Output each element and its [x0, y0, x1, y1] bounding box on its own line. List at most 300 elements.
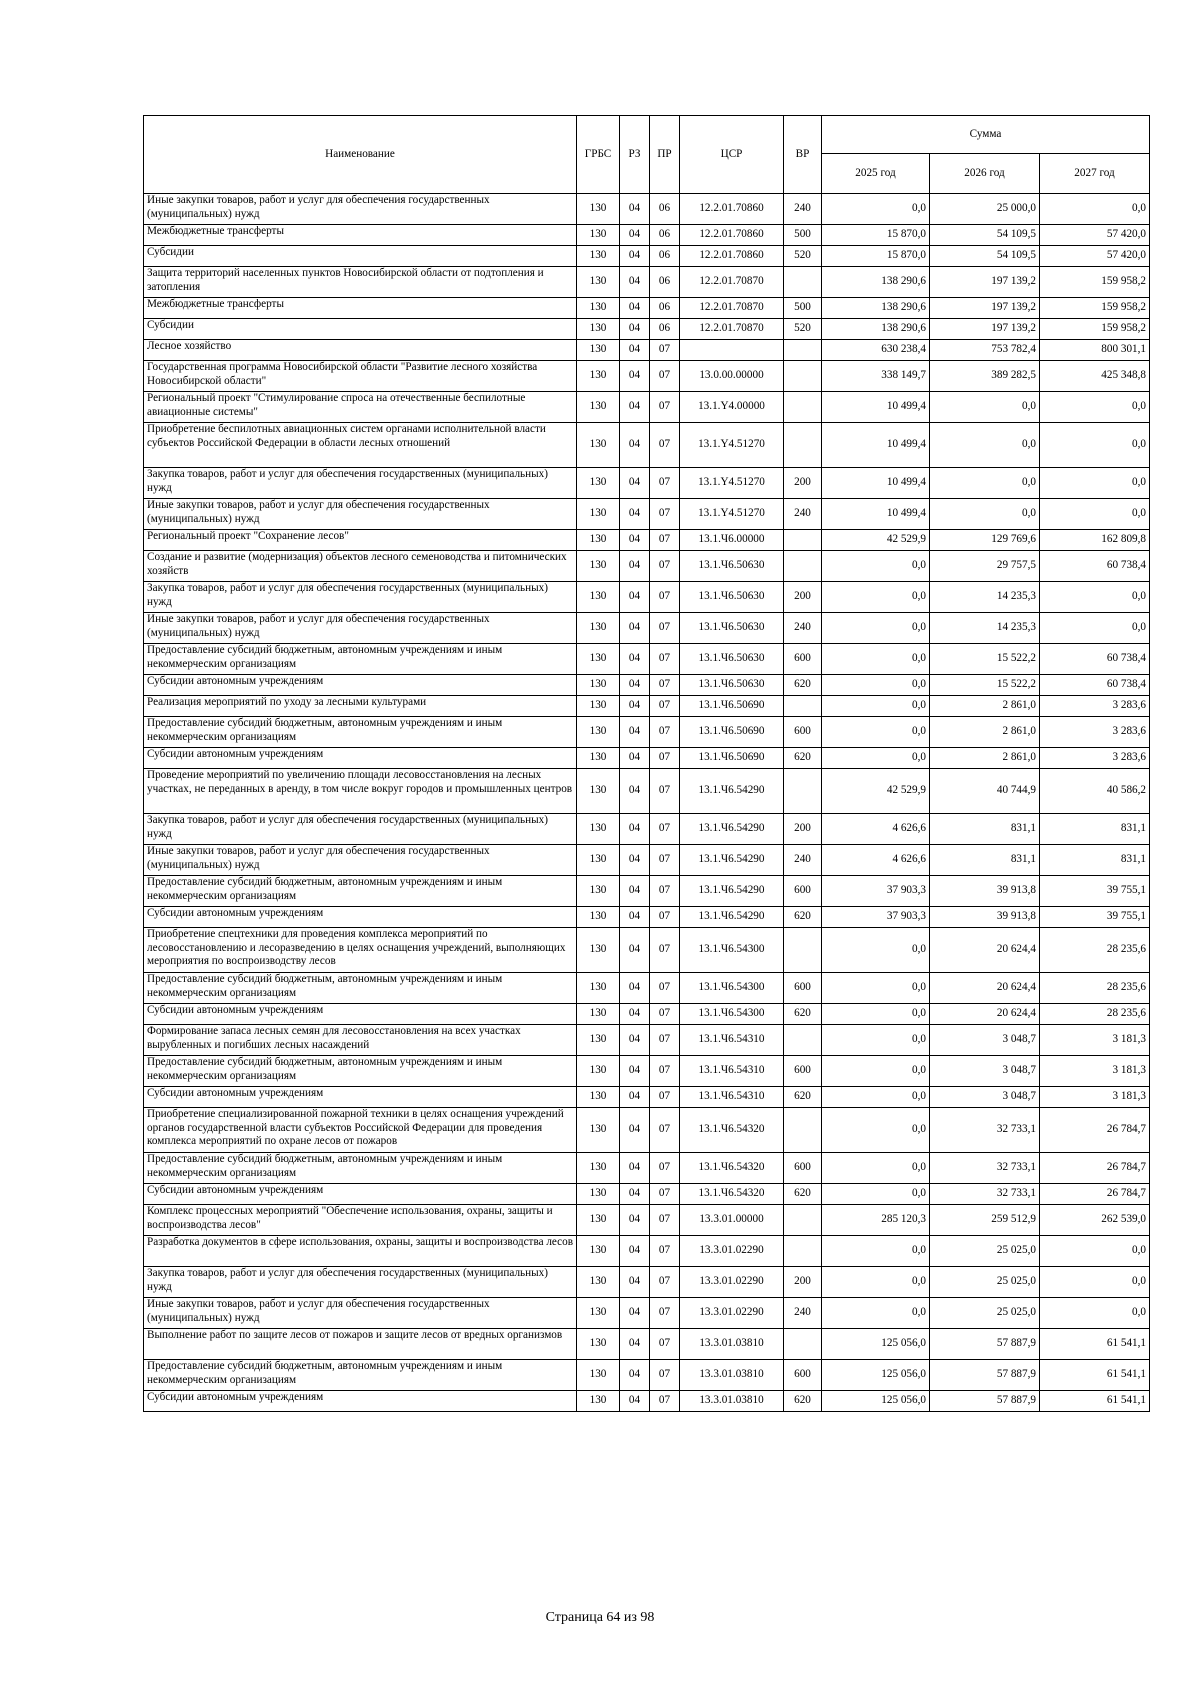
row-csr: 12.2.01.70860	[680, 194, 784, 225]
row-rz: 04	[620, 194, 650, 225]
row-rz: 04	[620, 814, 650, 845]
table-row	[144, 1108, 1150, 1153]
row-2027: 40 586,2	[1040, 769, 1150, 814]
row-2027: 28 235,6	[1040, 928, 1150, 973]
row-pr: 07	[650, 468, 680, 499]
row-grbs: 130	[577, 907, 620, 928]
row-rz: 04	[620, 748, 650, 769]
row-csr: 13.1.Ч6.50690	[680, 748, 784, 769]
row-grbs: 130	[577, 1360, 620, 1391]
row-vr: 240	[784, 499, 822, 530]
row-grbs: 130	[577, 928, 620, 973]
row-pr: 07	[650, 973, 680, 1004]
row-grbs: 130	[577, 267, 620, 298]
row-csr: 13.1.Y4.00000	[680, 392, 784, 423]
row-2025: 42 529,9	[822, 769, 930, 814]
table-row	[144, 1360, 1150, 1391]
row-grbs: 130	[577, 1025, 620, 1056]
row-pr: 07	[650, 1298, 680, 1329]
row-grbs: 130	[577, 876, 620, 907]
row-name: Региональный проект "Стимулирование спроса на отечественные беспилотные авиационные системы"	[144, 392, 577, 423]
row-rz: 04	[620, 907, 650, 928]
row-csr: 13.1.Ч6.54290	[680, 814, 784, 845]
row-grbs: 130	[577, 423, 620, 468]
table-row	[144, 1329, 1150, 1360]
table-row	[144, 717, 1150, 748]
row-name: Субсидии автономным учреждениям	[144, 1004, 577, 1025]
row-rz: 04	[620, 973, 650, 1004]
row-csr: 12.2.01.70870	[680, 298, 784, 319]
row-grbs: 130	[577, 814, 620, 845]
row-2025: 4 626,6	[822, 814, 930, 845]
row-name: Формирование запаса лесных семян для лесовосстановления на всех участках вырубленных и погибших лесных насаждений	[144, 1025, 577, 1056]
table-row	[144, 973, 1150, 1004]
row-2027: 0,0	[1040, 194, 1150, 225]
header-pr: ПР	[650, 116, 680, 194]
row-rz: 04	[620, 1267, 650, 1298]
row-2025: 138 290,6	[822, 298, 930, 319]
table-row	[144, 675, 1150, 696]
row-2026: 20 624,4	[930, 973, 1040, 1004]
row-vr	[784, 361, 822, 392]
row-2027: 26 784,7	[1040, 1108, 1150, 1153]
row-2025: 0,0	[822, 1298, 930, 1329]
row-2026: 2 861,0	[930, 696, 1040, 717]
row-vr: 500	[784, 225, 822, 246]
row-2027: 39 755,1	[1040, 907, 1150, 928]
row-pr: 07	[650, 769, 680, 814]
row-pr: 07	[650, 1087, 680, 1108]
row-name: Иные закупки товаров, работ и услуг для обеспечения государственных (муниципальных) нужд	[144, 845, 577, 876]
table-row	[144, 1087, 1150, 1108]
row-name: Закупка товаров, работ и услуг для обеспечения государственных (муниципальных) нужд	[144, 468, 577, 499]
row-csr: 12.2.01.70860	[680, 246, 784, 267]
row-rz: 04	[620, 1184, 650, 1205]
row-2027: 159 958,2	[1040, 319, 1150, 340]
row-2027: 3 283,6	[1040, 696, 1150, 717]
row-grbs: 130	[577, 319, 620, 340]
header-sum: Сумма	[822, 116, 1150, 154]
row-rz: 04	[620, 717, 650, 748]
row-2025: 0,0	[822, 973, 930, 1004]
row-vr: 620	[784, 1004, 822, 1025]
header-2027: 2027 год	[1040, 154, 1150, 194]
row-pr: 07	[650, 717, 680, 748]
row-csr: 12.2.01.70870	[680, 319, 784, 340]
row-pr: 07	[650, 423, 680, 468]
row-rz: 04	[620, 361, 650, 392]
row-2025: 0,0	[822, 551, 930, 582]
row-2027: 26 784,7	[1040, 1153, 1150, 1184]
row-pr: 07	[650, 1004, 680, 1025]
row-2026: 32 733,1	[930, 1108, 1040, 1153]
row-pr: 07	[650, 340, 680, 361]
row-csr: 13.1.Ч6.54320	[680, 1108, 784, 1153]
row-vr	[784, 423, 822, 468]
row-pr: 07	[650, 551, 680, 582]
row-rz: 04	[620, 392, 650, 423]
row-2027: 39 755,1	[1040, 876, 1150, 907]
row-name: Иные закупки товаров, работ и услуг для обеспечения государственных (муниципальных) нужд	[144, 194, 577, 225]
row-2025: 0,0	[822, 582, 930, 613]
row-2027: 425 348,8	[1040, 361, 1150, 392]
row-2025: 0,0	[822, 1267, 930, 1298]
table-row	[144, 267, 1150, 298]
row-2026: 57 887,9	[930, 1360, 1040, 1391]
row-2026: 197 139,2	[930, 298, 1040, 319]
row-pr: 06	[650, 194, 680, 225]
row-csr: 13.3.01.02290	[680, 1236, 784, 1267]
row-rz: 04	[620, 582, 650, 613]
row-2027: 28 235,6	[1040, 1004, 1150, 1025]
table-row	[144, 392, 1150, 423]
row-csr: 13.1.Ч6.54290	[680, 907, 784, 928]
table-row	[144, 1004, 1150, 1025]
row-name: Реализация мероприятий по уходу за лесными культурами	[144, 696, 577, 717]
budget-table	[143, 115, 1150, 1412]
row-name: Субсидии автономным учреждениям	[144, 1087, 577, 1108]
row-csr: 13.1.Ч6.00000	[680, 530, 784, 551]
row-2025: 4 626,6	[822, 845, 930, 876]
row-2025: 0,0	[822, 1087, 930, 1108]
row-name: Проведение мероприятий по увеличению площади лесовосстановления на лесных участках, не переданных в аренду, в том числе вокруг городов и промышленных центров	[144, 769, 577, 814]
row-2026: 29 757,5	[930, 551, 1040, 582]
row-name: Иные закупки товаров, работ и услуг для обеспечения государственных (муниципальных) нужд	[144, 499, 577, 530]
row-csr: 13.1.Ч6.50630	[680, 644, 784, 675]
row-pr: 07	[650, 845, 680, 876]
row-grbs: 130	[577, 1184, 620, 1205]
row-vr: 200	[784, 582, 822, 613]
row-grbs: 130	[577, 644, 620, 675]
row-rz: 04	[620, 1205, 650, 1236]
row-grbs: 130	[577, 1004, 620, 1025]
row-rz: 04	[620, 1025, 650, 1056]
row-2027: 831,1	[1040, 845, 1150, 876]
row-rz: 04	[620, 225, 650, 246]
row-csr: 13.3.01.02290	[680, 1298, 784, 1329]
row-grbs: 130	[577, 392, 620, 423]
row-2027: 26 784,7	[1040, 1184, 1150, 1205]
row-grbs: 130	[577, 194, 620, 225]
row-2025: 138 290,6	[822, 267, 930, 298]
row-grbs: 130	[577, 1205, 620, 1236]
row-vr	[784, 1329, 822, 1360]
row-2025: 0,0	[822, 194, 930, 225]
table-row	[144, 696, 1150, 717]
row-vr: 240	[784, 613, 822, 644]
row-pr: 07	[650, 1267, 680, 1298]
row-2026: 0,0	[930, 392, 1040, 423]
row-vr: 600	[784, 1153, 822, 1184]
row-grbs: 130	[577, 717, 620, 748]
table-row	[144, 644, 1150, 675]
row-name: Закупка товаров, работ и услуг для обеспечения государственных (муниципальных) нужд	[144, 814, 577, 845]
row-pr: 07	[650, 613, 680, 644]
row-grbs: 130	[577, 1298, 620, 1329]
row-vr: 620	[784, 1184, 822, 1205]
row-grbs: 130	[577, 1391, 620, 1412]
row-vr: 600	[784, 973, 822, 1004]
row-2025: 37 903,3	[822, 876, 930, 907]
row-2026: 39 913,8	[930, 907, 1040, 928]
row-vr: 620	[784, 1391, 822, 1412]
row-vr: 500	[784, 298, 822, 319]
row-pr: 06	[650, 319, 680, 340]
row-2026: 129 769,6	[930, 530, 1040, 551]
row-name: Разработка документов в сфере использования, охраны, защиты и воспроизводства лесов	[144, 1236, 577, 1267]
row-name: Субсидии автономным учреждениям	[144, 907, 577, 928]
row-name: Иные закупки товаров, работ и услуг для обеспечения государственных (муниципальных) нужд	[144, 613, 577, 644]
row-rz: 04	[620, 468, 650, 499]
row-grbs: 130	[577, 298, 620, 319]
row-2026: 3 048,7	[930, 1056, 1040, 1087]
row-grbs: 130	[577, 748, 620, 769]
row-2025: 0,0	[822, 928, 930, 973]
row-2026: 3 048,7	[930, 1087, 1040, 1108]
row-csr: 13.1.Y4.51270	[680, 499, 784, 530]
row-2025: 0,0	[822, 675, 930, 696]
row-csr: 13.1.Ч6.50630	[680, 582, 784, 613]
table-row	[144, 319, 1150, 340]
row-grbs: 130	[577, 225, 620, 246]
row-2025: 138 290,6	[822, 319, 930, 340]
row-rz: 04	[620, 1236, 650, 1267]
table-row	[144, 361, 1150, 392]
row-csr: 13.3.01.03810	[680, 1360, 784, 1391]
table-row	[144, 582, 1150, 613]
row-2027: 159 958,2	[1040, 267, 1150, 298]
row-csr: 13.1.Ч6.50630	[680, 613, 784, 644]
table-row	[144, 1153, 1150, 1184]
row-2027: 57 420,0	[1040, 225, 1150, 246]
row-2026: 15 522,2	[930, 675, 1040, 696]
row-grbs: 130	[577, 1329, 620, 1360]
table-row	[144, 907, 1150, 928]
row-2025: 10 499,4	[822, 392, 930, 423]
row-pr: 07	[650, 907, 680, 928]
row-csr: 13.1.Ч6.54300	[680, 928, 784, 973]
row-csr: 13.3.01.00000	[680, 1205, 784, 1236]
table-row	[144, 499, 1150, 530]
row-name: Предоставление субсидий бюджетным, автономным учреждениям и иным некоммерческим организациям	[144, 1360, 577, 1391]
row-rz: 04	[620, 267, 650, 298]
row-2026: 0,0	[930, 468, 1040, 499]
row-csr: 13.1.Ч6.54290	[680, 876, 784, 907]
table-body	[144, 194, 1150, 1412]
row-2027: 831,1	[1040, 814, 1150, 845]
row-2027: 60 738,4	[1040, 644, 1150, 675]
row-rz: 04	[620, 246, 650, 267]
table-row	[144, 928, 1150, 973]
row-2026: 3 048,7	[930, 1025, 1040, 1056]
row-2026: 39 913,8	[930, 876, 1040, 907]
row-2026: 2 861,0	[930, 748, 1040, 769]
row-grbs: 130	[577, 1236, 620, 1267]
row-2026: 25 025,0	[930, 1236, 1040, 1267]
row-csr: 13.1.Y4.51270	[680, 423, 784, 468]
row-vr: 600	[784, 876, 822, 907]
row-csr: 13.1.Ч6.50630	[680, 675, 784, 696]
row-2026: 0,0	[930, 423, 1040, 468]
row-rz: 04	[620, 1056, 650, 1087]
row-vr: 240	[784, 194, 822, 225]
row-pr: 06	[650, 298, 680, 319]
table-row	[144, 1391, 1150, 1412]
row-csr: 13.1.Ч6.50690	[680, 696, 784, 717]
row-csr: 13.1.Ч6.54290	[680, 845, 784, 876]
row-pr: 06	[650, 246, 680, 267]
row-pr: 07	[650, 928, 680, 973]
row-2026: 57 887,9	[930, 1329, 1040, 1360]
table-row	[144, 769, 1150, 814]
row-2025: 338 149,7	[822, 361, 930, 392]
table-row	[144, 194, 1150, 225]
row-name: Закупка товаров, работ и услуг для обеспечения государственных (муниципальных) нужд	[144, 1267, 577, 1298]
table-row	[144, 1267, 1150, 1298]
table-row	[144, 845, 1150, 876]
row-csr: 13.1.Ч6.54310	[680, 1087, 784, 1108]
row-2026: 0,0	[930, 499, 1040, 530]
row-name: Предоставление субсидий бюджетным, автономным учреждениям и иным некоммерческим организациям	[144, 973, 577, 1004]
row-2025: 630 238,4	[822, 340, 930, 361]
table-row	[144, 876, 1150, 907]
row-name: Приобретение беспилотных авиационных систем органами исполнительной власти субъектов Российской Федерации в области лесных отношений	[144, 423, 577, 468]
row-2025: 0,0	[822, 1184, 930, 1205]
row-rz: 04	[620, 845, 650, 876]
row-2027: 262 539,0	[1040, 1205, 1150, 1236]
row-csr: 13.1.Ч6.54320	[680, 1184, 784, 1205]
table-row	[144, 468, 1150, 499]
row-pr: 07	[650, 1153, 680, 1184]
row-vr	[784, 928, 822, 973]
row-name: Субсидии автономным учреждениям	[144, 1391, 577, 1412]
row-2025: 0,0	[822, 1004, 930, 1025]
table-row	[144, 1025, 1150, 1056]
row-grbs: 130	[577, 499, 620, 530]
row-2026: 15 522,2	[930, 644, 1040, 675]
row-2025: 0,0	[822, 1153, 930, 1184]
header-csr: ЦСР	[680, 116, 784, 194]
row-2025: 0,0	[822, 613, 930, 644]
row-pr: 07	[650, 361, 680, 392]
row-2025: 10 499,4	[822, 499, 930, 530]
row-2025: 15 870,0	[822, 246, 930, 267]
row-csr: 13.1.Ч6.54310	[680, 1025, 784, 1056]
row-pr: 07	[650, 499, 680, 530]
row-2025: 15 870,0	[822, 225, 930, 246]
row-2027: 60 738,4	[1040, 551, 1150, 582]
row-vr	[784, 1025, 822, 1056]
row-pr: 06	[650, 267, 680, 298]
row-csr: 13.1.Ч6.54300	[680, 973, 784, 1004]
header-vr: ВР	[784, 116, 822, 194]
row-vr	[784, 551, 822, 582]
row-2027: 0,0	[1040, 613, 1150, 644]
row-pr: 07	[650, 1360, 680, 1391]
row-csr: 13.3.01.03810	[680, 1329, 784, 1360]
row-csr: 13.1.Ч6.50630	[680, 551, 784, 582]
row-rz: 04	[620, 769, 650, 814]
row-vr: 600	[784, 1056, 822, 1087]
row-vr: 200	[784, 468, 822, 499]
row-name: Предоставление субсидий бюджетным, автономным учреждениям и иным некоммерческим организациям	[144, 644, 577, 675]
row-rz: 04	[620, 298, 650, 319]
row-2027: 800 301,1	[1040, 340, 1150, 361]
row-2027: 3 283,6	[1040, 717, 1150, 748]
row-2026: 259 512,9	[930, 1205, 1040, 1236]
row-name: Субсидии автономным учреждениям	[144, 675, 577, 696]
row-vr: 600	[784, 717, 822, 748]
table-header	[144, 116, 1150, 194]
row-2025: 0,0	[822, 717, 930, 748]
row-pr: 07	[650, 1205, 680, 1236]
row-vr: 620	[784, 675, 822, 696]
row-2027: 60 738,4	[1040, 675, 1150, 696]
row-2027: 0,0	[1040, 582, 1150, 613]
row-grbs: 130	[577, 361, 620, 392]
row-2026: 40 744,9	[930, 769, 1040, 814]
row-2027: 3 181,3	[1040, 1087, 1150, 1108]
table-row	[144, 298, 1150, 319]
row-pr: 07	[650, 392, 680, 423]
row-pr: 07	[650, 1391, 680, 1412]
table-row	[144, 748, 1150, 769]
row-vr: 620	[784, 1087, 822, 1108]
row-pr: 06	[650, 225, 680, 246]
row-vr	[784, 769, 822, 814]
row-pr: 07	[650, 1184, 680, 1205]
header-2025: 2025 год	[822, 154, 930, 194]
row-csr: 12.2.01.70860	[680, 225, 784, 246]
row-rz: 04	[620, 876, 650, 907]
row-vr: 240	[784, 1298, 822, 1329]
row-csr: 13.3.01.03810	[680, 1391, 784, 1412]
row-2026: 25 025,0	[930, 1267, 1040, 1298]
row-2025: 285 120,3	[822, 1205, 930, 1236]
table-row	[144, 423, 1150, 468]
table-row	[144, 246, 1150, 267]
row-2027: 162 809,8	[1040, 530, 1150, 551]
row-2026: 20 624,4	[930, 928, 1040, 973]
row-2027: 61 541,1	[1040, 1329, 1150, 1360]
row-2026: 25 000,0	[930, 194, 1040, 225]
row-2026: 2 861,0	[930, 717, 1040, 748]
row-pr: 07	[650, 1108, 680, 1153]
row-grbs: 130	[577, 769, 620, 814]
row-2026: 32 733,1	[930, 1153, 1040, 1184]
row-vr: 600	[784, 1360, 822, 1391]
header-2026: 2026 год	[930, 154, 1040, 194]
row-2026: 197 139,2	[930, 319, 1040, 340]
row-pr: 07	[650, 876, 680, 907]
row-grbs: 130	[577, 530, 620, 551]
row-csr: 13.1.Ч6.54290	[680, 769, 784, 814]
row-2025: 0,0	[822, 1236, 930, 1267]
row-pr: 07	[650, 1329, 680, 1360]
row-pr: 07	[650, 675, 680, 696]
header-grbs: ГРБС	[577, 116, 620, 194]
row-2027: 61 541,1	[1040, 1360, 1150, 1391]
row-2026: 831,1	[930, 814, 1040, 845]
row-vr: 520	[784, 319, 822, 340]
row-csr: 13.1.Ч6.54300	[680, 1004, 784, 1025]
table-row	[144, 225, 1150, 246]
row-2025: 0,0	[822, 644, 930, 675]
row-grbs: 130	[577, 246, 620, 267]
row-rz: 04	[620, 1108, 650, 1153]
row-vr: 200	[784, 814, 822, 845]
row-name: Защита территорий населенных пунктов Новосибирской области от подтопления и затопления	[144, 267, 577, 298]
